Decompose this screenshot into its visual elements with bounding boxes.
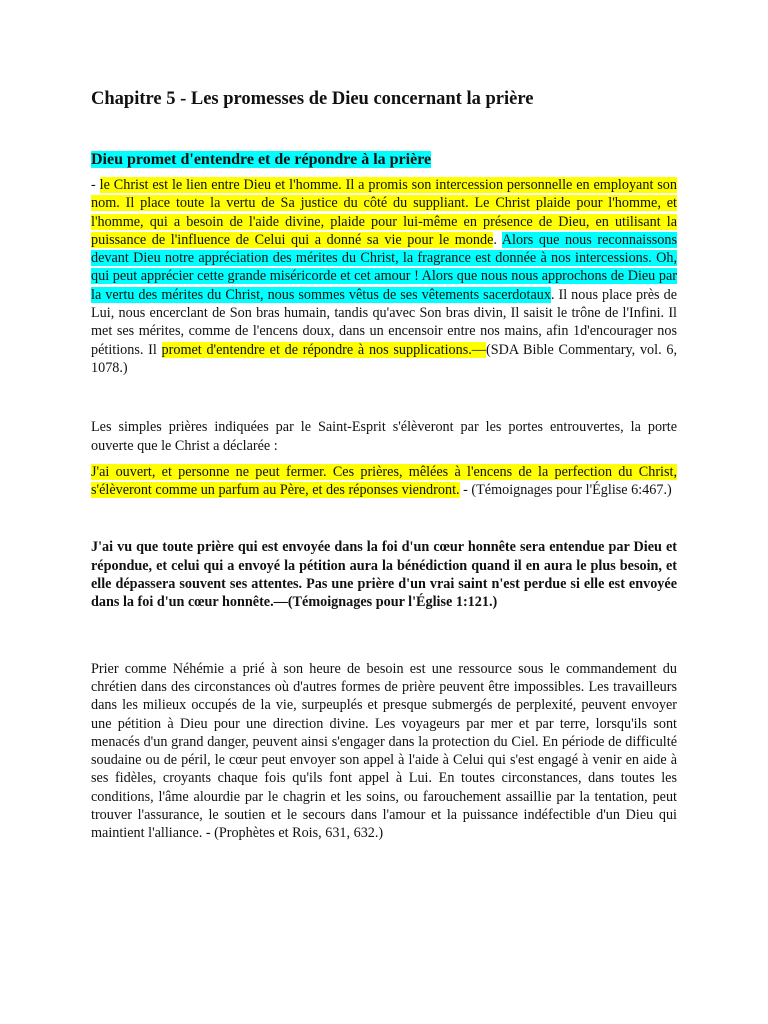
section-heading-text: Dieu promet d'entendre et de répondre à la prière xyxy=(91,151,432,168)
document-page xyxy=(91,88,677,843)
paragraph-5: Prier comme Néhémie a prié à son heure de besoin est une ressource sous le commandement du chrétien dans des circonstances où d'autres formes de prière peuvent être impossibles. Les travailleurs dans les milieux occupés de la vie, surpeuplés et presque submergés de perplexité, peuvent envoyer une pétition à Dieu pour une direction divine. Les voyageurs par mer et par terre, lorsqu'ils sont menacés d'un grand danger, peuvent ainsi s'engager dans la protection du Ciel. En période de difficulté soudaine ou de péril, le cœur peut envoyer son appel à l'aide à Celui qui s'est engagé à venir en aide à ses fidèles, croyants chaque fois qu'ils font appel à Lui. En toutes circonstances, dans toutes les conditions, l'âme alourdie par le chagrin et les soins, ou farouchement assaillie par la tentation, peut trouver l'assurance, le soutien et le secours dans l'amour et la puissance indéfectible d'un Dieu qui maintient l'alliance. - (Prophètes et Rois, 631, 632.) xyxy=(91,660,677,842)
p1-plain-text: . Il nous place près de Lui, nous encerclant de Son bras humain, tandis qu'avec Son bras divin, Il saisit le trône de l'Infini. Il met ses mérites, comme de l'encens doux, dans un encensoir entre nos mains, afin 1d'encourager nos pétitions. Il xyxy=(91,286,677,358)
section-heading xyxy=(91,149,677,171)
p3-citation: - (Témoignages pour l'Église 6:467.) xyxy=(459,482,672,499)
p1-punct: . xyxy=(493,231,502,248)
paragraph-3 xyxy=(91,463,677,500)
p1-citation: (SDA Bible Commentary, vol. 6, 1078.) xyxy=(91,341,677,376)
p1-highlight-cyan-1: Alors que nous reconnaissons devant Dieu notre appréciation des mérites du Christ, la fragrance est donnée à nos intercessions. Oh, qui peut apprécier cette grande miséricorde et cet amour ! Alors que nous nous approchons de Dieu par la vertu des mérites du Christ, nous sommes vêtus de ses vêtements sacerdotaux xyxy=(91,231,678,303)
paragraph-2: Les simples prières indiquées par le Saint-Esprit s'élèveront par les portes entrouvertes, la porte ouverte que le Christ a déclarée : xyxy=(91,419,677,454)
p1-highlight-yellow-2: promet d'entendre et de répondre à nos supplications.— xyxy=(161,341,486,358)
paragraph-4-bold-quote: J'ai vu que toute prière qui est envoyée dans la foi d'un cœur honnête sera entendue par Dieu et répondue, et celui qui a envoyé la pétition aura la bénédiction quand il en aura le plus besoin, et elle dépassera souvent ses attentes. Pas une prière d'un vrai saint n'est perdue si elle est envoyée dans la foi d'un cœur honnête.—(Témoignages pour l'Église 1:121.) xyxy=(91,539,677,611)
chapter-title: Chapitre 5 - Les promesses de Dieu concernant la prière xyxy=(91,89,534,109)
p1-dash: - xyxy=(91,177,100,193)
paragraph-1 xyxy=(91,176,677,377)
p3-highlight-yellow: J'ai ouvert, et personne ne peut fermer. Ces prières, mêlées à l'encens de la perfection du Christ, s'élèveront comme un parfum au Père, et des réponses viendront. xyxy=(91,463,677,499)
p1-highlight-yellow-1: le Christ est le lien entre Dieu et l'homme. Il a promis son intercession personnelle en employant son nom. Il place toute la vertu de Sa justice du côté du suppliant. Le Christ plaide pour l'homme, et l'homme, qui a besoin de l'aide divine, plaide pour lui-même en présence de Dieu, en utilisant la puissance de l'influence de Celui qui a donné sa vie pour le monde xyxy=(91,177,677,248)
